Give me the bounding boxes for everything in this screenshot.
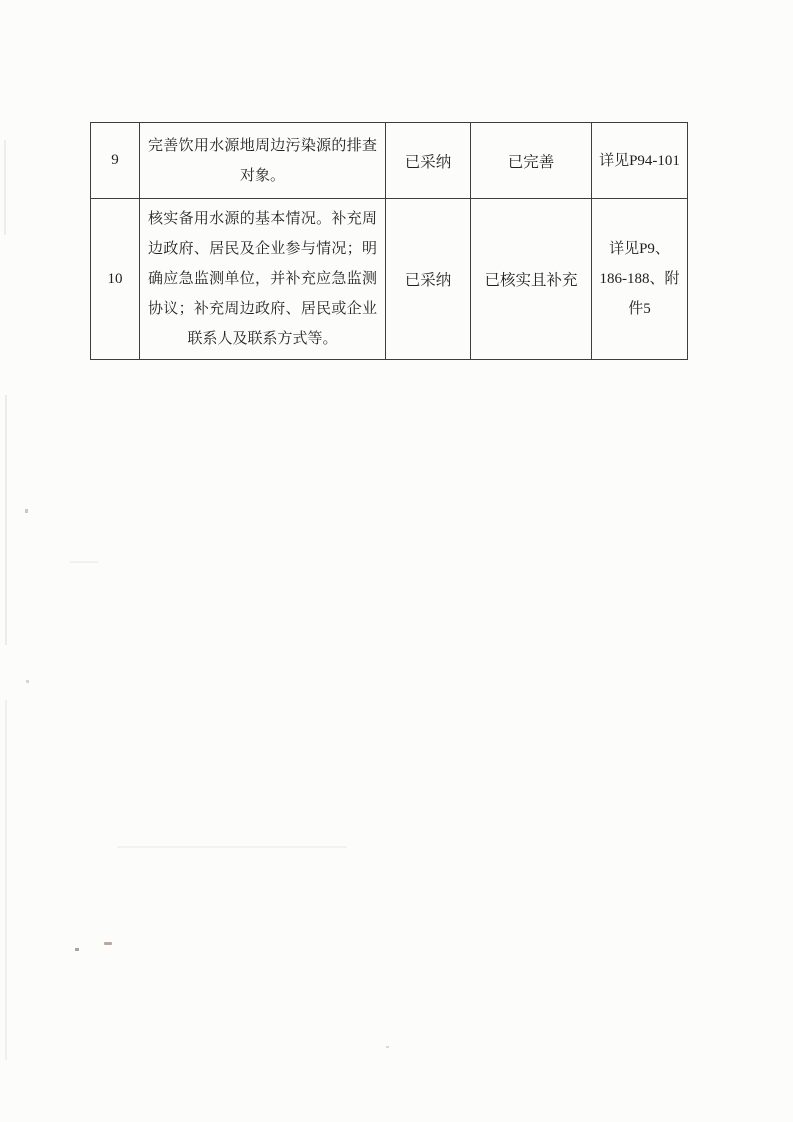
scan-smudge [70,561,98,563]
table-row [91,199,688,360]
adoption-status-cell: 已采纳 [386,123,471,199]
scan-streak [5,700,7,1060]
scan-speck [25,509,28,513]
scan-speck [386,1046,389,1048]
table-row [91,123,688,199]
comment-description-cell: 核实备用水源的基本情况。补充周边政府、居民及企业参与情况；明确应急监测单位，并补充应急监测协议；补充周边政府、居民或企业联系人及联系方式等。 [140,199,386,360]
scan-speck [104,942,112,945]
scan-streak [5,395,7,645]
completion-status-cell: 已核实且补充 [471,199,592,360]
comment-description-cell: 完善饮用水源地周边污染源的排查对象。 [140,123,386,199]
completion-status-cell: 已完善 [471,123,592,199]
reference-cell: 详见P9、186-188、附件5 [592,199,688,360]
review-comments-table [90,122,688,360]
scan-smudge [117,846,347,848]
reference-cell: 详见P94-101 [592,123,688,199]
row-number-cell: 9 [91,123,140,199]
adoption-status-cell: 已采纳 [386,199,471,360]
row-number-cell: 10 [91,199,140,360]
scan-speck [26,680,29,683]
scan-streak [4,140,6,235]
scan-speck [75,948,79,951]
